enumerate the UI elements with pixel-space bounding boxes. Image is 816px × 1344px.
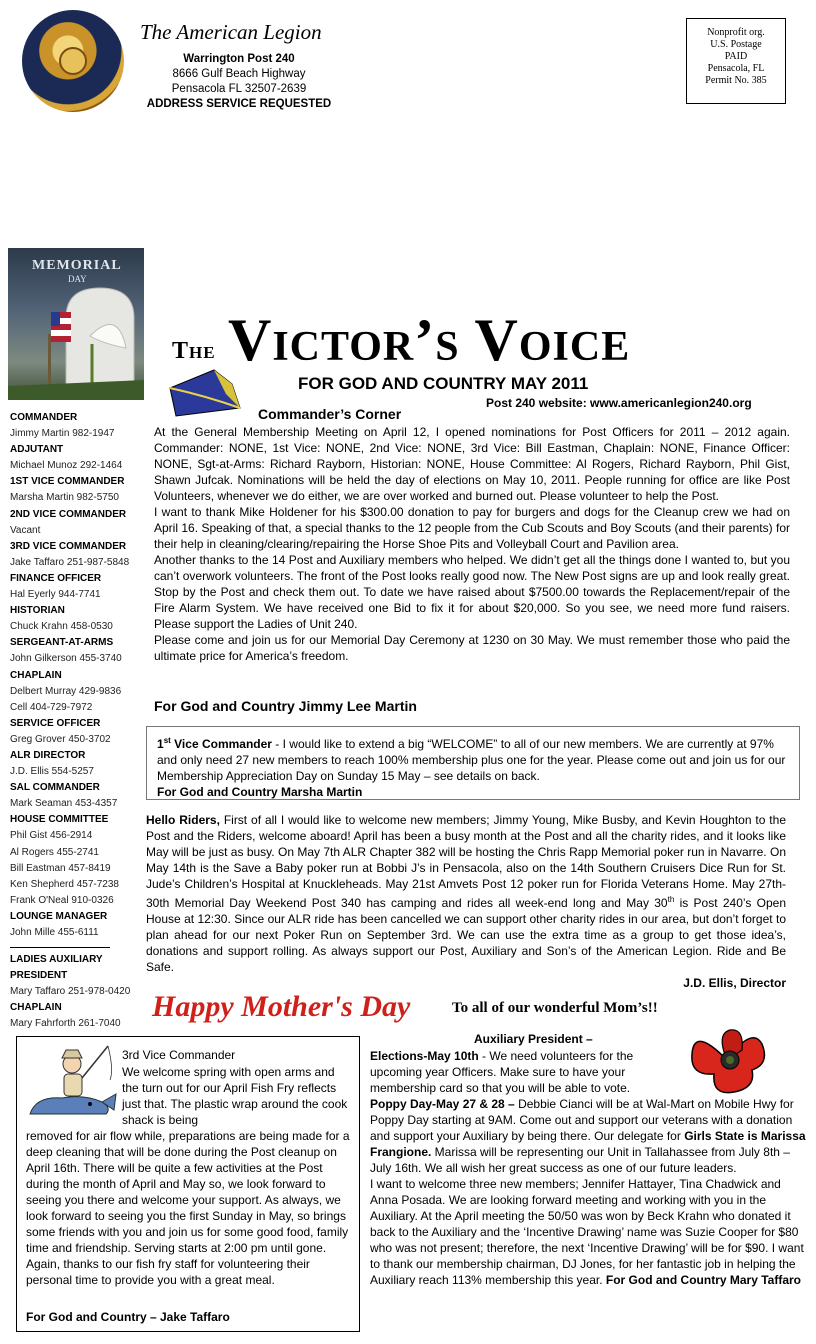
riders-body [146, 812, 786, 975]
org-title: The American Legion [140, 20, 322, 44]
headstone-graphic [8, 248, 144, 400]
mothers-day-headline: Happy Mother's Day [152, 990, 411, 1023]
officer-name: Phil Gist 456-2914 [10, 830, 93, 842]
officer-name: Jake Taffaro 251-987-5848 [10, 556, 130, 568]
officer-name: Delbert Murray 429-9836 [10, 685, 122, 697]
title-the: The [172, 338, 216, 364]
officer-name: Michael Munoz 292-1464 [10, 460, 123, 472]
officer-title: HOUSE COMMITTEE [10, 814, 109, 826]
officer-entry [10, 635, 148, 667]
auxiliary-signoff: For God and Country Mary Taffaro [605, 1273, 802, 1287]
officer-title: ADJUTANT [10, 444, 64, 456]
legion-cap-icon [166, 366, 248, 422]
officer-title: HISTORIAN [10, 605, 65, 617]
riders-article [146, 812, 786, 991]
officers-list [10, 410, 148, 1033]
postage-permit [686, 18, 786, 104]
city-address: Pensacola FL 32507-2639 [171, 83, 307, 95]
members-text: I want to welcome three new members; Jennifer Hattayer, Tina Chadwick and Anna Posada. We are looking forward meeting and working with you in the Auxiliary. At the April meeting the 50/50 was won by Beck Krahn who donated it back to the Auxiliary and the ‘Incentive Drawing’ name was Suzie Cooper for $80 who was not present; therefore, the next ‘Incentive Drawing’ will be for $90. I want to thank our membership chairman, DJ Jones, for her fantastic job in helping the Auxiliary reach 113% membership this year. [370, 1177, 804, 1287]
third-vice-heading: 3rd Vice Commander [122, 1048, 236, 1062]
girls-state: Girls State is Marissa Frangione. [370, 1129, 806, 1159]
officer-entry [10, 812, 148, 909]
officer-entry [10, 952, 148, 1000]
paragraph: At the General Membership Meeting on April 12, I opened nominations for Post Officers for 2011 – 2012 again. Commander: NONE, 1st Vice: NONE, 2nd Vice: NONE, 3rd Vice: Bill Eastman, Chaplain: NONE, Finance Officer: NONE, Sgt-at-Arms: Richard Rayborn, Historian: NONE, House Committee: Al Rogers, Richard Rayborn, Phil Gist, Shawn Jufcak. Nominations will be held the day of elections on May 10, 2011. People running for office are like Post Volunteers, whenever we do either, we are over worked and burned out. Please volunteer to help the Post. [154, 425, 790, 503]
poppy-label: Poppy Day-May 27 & 28 – [370, 1097, 515, 1111]
officer-name: Hal Eyerly 944-7741 [10, 589, 101, 601]
officer-title: 1ST VICE COMMANDER [10, 476, 125, 488]
officer-entry [10, 442, 148, 474]
elections-text: - We need volunteers for the upcoming year Officers. Make sure to have your membership card so that you will be able to vote. [370, 1049, 634, 1095]
officer-name: Vacant [10, 524, 41, 536]
officer-title: FINANCE OFFICER [10, 572, 102, 584]
officer-title: SAL COMMANDER [10, 782, 100, 794]
first-vice-commander-box [146, 726, 800, 800]
paragraph: Please come and join us for our Memorial Day Ceremony at 1230 on 30 May. We must remember those who paid the ultimate price for America’s freedom. [154, 633, 790, 663]
vice1-lead [157, 737, 272, 751]
elections-paragraph [370, 1048, 670, 1096]
auxiliary-body [370, 1048, 806, 1288]
officer-title: SERGEANT-AT-ARMS [10, 637, 114, 649]
members-paragraph [370, 1176, 806, 1288]
return-address [128, 52, 350, 112]
officer-title: ALR DIRECTOR [10, 749, 86, 761]
officer-entry [10, 748, 148, 780]
memorial-photo-label: MEMORIAL [32, 258, 122, 273]
service-line: ADDRESS SERVICE REQUESTED [146, 98, 332, 110]
officer-name: Jimmy Martin 982-1947 [10, 428, 115, 440]
riders-text-b: is Post 240’s Open House at 12:30. Since our ALR ride has been cancelled we can support other charity rides in our area, but don’t forget to plan ahead for our next Poker Run on September 3rd. We can use the extra time as a group to get those idea’s, donations and support rolling. As always support our Post, Auxiliary and Son’s of the American Legion. Ride and Be Safe. [146, 896, 786, 974]
officer-name: Ken Shepherd 457-7238 [10, 878, 119, 890]
vice1-lead-number: 1 [157, 737, 164, 751]
poppy-text: Debbie Cianci will be at Wal-Mart on Mobile Hwy for Poppy Day starting at 9AM. Come out and support our veterans with a donation and support your Auxiliary by being there. Our delegate for [370, 1097, 794, 1143]
commanders-corner-heading: Commander’s Corner [258, 406, 402, 422]
riders-text-a: First of all I would like to welcome new members; Jimmy Young, Mike Busby, and Kevin Houghton to the Post and the Riders, welcome aboard! April has been a busy month at the Post and all the charity rides, and it looks like May will be just as busy. On May 7th ALR Chapter 382 will be hosting the Chris Rapp Memorial poker run in Navarre. On May 14th is the Save a Baby poker run at Bobbi J’s in Pensacola, also on the 14th Southern Cruisers Dice Run for St. Jude’s Children’s Hospital at Knuckleheads. May 21st Amvets Post 12 poker run for Florida Veterans Home. May 27th-30th Memorial Day Weekend Post 340 has camping and rides all week-end long and May 30 [146, 813, 786, 910]
paragraph: Another thanks to the 14 Post and Auxiliary members who helped. We didn’t get all the things done I wanted to, but you can’t overwork volunteers. The front of the Post looks really good now. The New Post signs are up and look really great. Stop by the Post and check them out. To date we have raised about $7500.00 towards the Replacement/repair of the Fire Alarm System. We have received one Bid to fix it for about $20,000. So you see, we need more fund raisers. Please support the Ladies of Unit 240. [154, 553, 790, 631]
post-website: Post 240 website: www.americanlegion240.org [486, 396, 752, 410]
commander-signoff: For God and Country Jimmy Lee Martin [154, 698, 417, 714]
officer-entry [10, 668, 148, 716]
poppy-text2: Marissa will be representing our Unit in Tallahassee from July 8th – July 16th. We all wish her great success as one of our future leaders. [370, 1145, 790, 1175]
officer-entry [10, 539, 148, 571]
post-name: Warrington Post 240 [183, 53, 295, 65]
officer-entry [10, 603, 148, 635]
permit-line: Pensacola, FL [707, 63, 765, 74]
riders-signoff: J.D. Ellis, Director [683, 976, 786, 990]
fisherman-clipart [26, 1040, 118, 1120]
officer-name: Marsha Martin 982-5750 [10, 492, 119, 504]
vice1-lead-title: Vice Commander [170, 737, 272, 751]
riders-greeting: Hello Riders, [146, 813, 220, 827]
newsletter-title: Victor’s Voice [228, 307, 631, 373]
permit-line: Nonprofit org. [707, 27, 765, 38]
vice1-text: - I would like to extend a big “WELCOME” to all of our new members. We are currently at 97% and only need 27 new members to reach 100% membership plus one for the year. Please come out and join us for our Membership Appreciation Day on Sunday 15 May – see details on back. [157, 737, 786, 783]
officer-entry [10, 1000, 148, 1032]
officer-title: CHAPLAIN [10, 1002, 62, 1014]
officer-entry [10, 571, 148, 603]
motto-line: FOR GOD AND COUNTRY MAY 2011 [298, 374, 589, 393]
officer-title: LADIES AUXILIARY PRESIDENT [10, 954, 103, 982]
officer-name: Frank O'Neal 910-0326 [10, 894, 114, 906]
officer-name: Mary Taffaro 251-978-0420 [10, 986, 131, 998]
officer-entry [10, 909, 148, 941]
street-address: 8666 Gulf Beach Highway [172, 68, 306, 80]
poppy-paragraph [370, 1096, 806, 1176]
officer-name: John Mille 455-6111 [10, 927, 99, 938]
elections-label: Elections-May 10th [370, 1049, 479, 1063]
officer-name: Mark Seaman 453-4357 [10, 798, 118, 810]
officer-title: LOUNGE MANAGER [10, 910, 108, 922]
officer-entry [10, 410, 148, 442]
officer-name: Chuck Krahn 458-0530 [10, 621, 113, 633]
permit-line: U.S. Postage [710, 39, 762, 50]
vice1-signoff: For God and Country Marsha Martin [157, 785, 363, 799]
riders-sup: th [667, 895, 675, 904]
american-legion-emblem [22, 10, 124, 112]
officer-name: Bill Eastman 457-8419 [10, 862, 111, 874]
auxiliary-heading: Auxiliary President – [474, 1032, 593, 1046]
officer-title: CHAPLAIN [10, 669, 62, 681]
commanders-corner-body [154, 424, 790, 664]
officer-entry [10, 780, 148, 812]
memorial-day-photo [8, 248, 144, 400]
memorial-photo-label2: DAY [68, 274, 87, 284]
officer-title: 2ND VICE COMMANDER [10, 508, 127, 520]
officer-title: COMMANDER [10, 412, 78, 423]
officer-entry [10, 507, 148, 539]
officer-entry [10, 716, 148, 748]
mothers-day-tagline: To all of our wonderful Mom’s!! [452, 1000, 658, 1016]
officer-name: Cell 404-729-7972 [10, 701, 93, 713]
third-vice-text-b: removed for air flow while, preparations are being made for a deep cleaning that will be done during the Post cleanup on April 16th. There will be quite a few activities at the Post during the month of April and May so, we look forward to seeing you there and welcome your support. As always, we look forward to seeing you the first Sunday in May, so brings some friends with you and join us for some good food, family time and friendship. Serving starts at 2:00 pm until gone. Again, thanks to our fish fry staff for volunteering their personal time to provide you with a great meal. [26, 1129, 350, 1287]
third-vice-text-a: We welcome spring with open arms and the turn out for our April Fish Fry reflects just that. The plastic wrap around the cook shack is being [122, 1065, 348, 1127]
officer-name: Greg Grover 450-3702 [10, 733, 111, 745]
divider [10, 947, 110, 948]
officer-name: John Gilkerson 455-3740 [10, 653, 122, 665]
permit-line: PAID [724, 51, 748, 62]
officer-name: Mary Fahrforth 261-7040 [10, 1018, 121, 1030]
vice1-lead-sup: st [163, 736, 171, 745]
third-vice-signoff: For God and Country – Jake Taffaro [26, 1310, 230, 1324]
officer-title: 3RD VICE COMMANDER [10, 540, 127, 552]
paragraph: I want to thank Mike Holdener for his $300.00 donation to pay for burgers and dogs for the Cleanup crew we had on April 16. Speaking of that, a special thanks to the 12 people from the Cub Scouts and Boy Scouts (and their parents) for their help in cleaning/clearing/repairing the Horse Shoe Pits and Volleyball Court and Pavilion area. [154, 505, 790, 551]
officer-title: SERVICE OFFICER [10, 717, 101, 729]
officer-name: J.D. Ellis 554-5257 [10, 766, 94, 778]
permit-line: Permit No. 385 [705, 75, 767, 86]
officer-entry [10, 474, 148, 506]
officer-name: Al Rogers 455-2741 [10, 846, 99, 858]
